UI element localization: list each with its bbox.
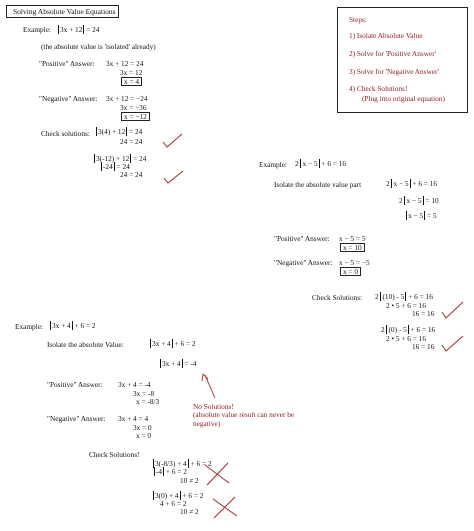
ex1-neg-answer: x = −12 xyxy=(121,112,150,121)
ex3-no-solution-3: negative) xyxy=(193,419,221,428)
ex2-iso1-coef: 2 xyxy=(386,179,390,188)
ex2-pos-line-1: x − 5 = 5 xyxy=(339,234,366,243)
ex3-check2-line3: 10 ≠ 2 xyxy=(180,507,199,516)
ex2-eq-rest: + 6 = 16 xyxy=(321,159,347,168)
ex2-iso3-rest: = 5 xyxy=(426,211,437,220)
ex2-check2-line3: 16 = 16 xyxy=(412,342,435,351)
step-4: 4) Check Solutions! xyxy=(349,84,408,93)
ex1-label: Example: xyxy=(23,25,51,34)
ex3-neg-line-2: 3x = 0 xyxy=(133,423,152,432)
ex1-note: (the absolute value is 'isolated' already) xyxy=(41,42,156,51)
ex3-neg-line-1: 3x + 4 = 4 xyxy=(118,414,149,423)
ex3-iso2-rest: = -4 xyxy=(184,359,197,368)
ex3-c1-l2-abs: -4 xyxy=(156,467,163,476)
ex3-check2-cross xyxy=(213,497,237,518)
step-1: 1) Isolate Absolute Value xyxy=(349,31,423,40)
ex3-check1-line3: 10 ≠ 2 xyxy=(180,476,199,485)
ex2-check1-line2: 2 • 5 + 6 = 16 xyxy=(386,301,426,310)
ex1-check2-abs: 3(-12) + 12 xyxy=(96,154,130,163)
ex3-iso1-abs: 3x + 4 xyxy=(152,339,171,348)
ex2-c2-coef: 2 xyxy=(381,325,385,334)
ex3-c1-rest: + 6 = 2 xyxy=(190,459,212,468)
ex3-c2-abs: 3(0) + 4 xyxy=(155,491,179,500)
ex3-check1-cross xyxy=(205,463,229,485)
ex3-eq-rest: + 6 = 2 xyxy=(74,321,96,330)
ex1-check2-line3: 24 = 24 xyxy=(120,170,143,179)
ex3-label: Example: xyxy=(15,322,43,331)
ex1-pos-line-2: 3x = 12 xyxy=(120,68,143,77)
ex2-neg-label: "Negative" Answer: xyxy=(274,258,333,267)
ex3-iso1-rest: + 6 = 2 xyxy=(174,339,196,348)
step-4-note: (Plug into original equation) xyxy=(362,94,445,103)
ex1-check2-checkmark xyxy=(164,171,183,183)
ex3-c1-abs: 3(-8/3) + 4 xyxy=(155,459,187,468)
ex2-iso1-rest: + 6 = 16 xyxy=(412,179,438,188)
ex1-check-label: Check solutions: xyxy=(41,129,90,138)
ex2-iso1-abs: x − 5 xyxy=(393,179,409,188)
step-2: 2) Solve for 'Positive Answer' xyxy=(349,49,436,58)
ex1-neg-label: "Negative" Answer: xyxy=(39,94,98,103)
ex2-pos-label: "Positive" Answer: xyxy=(274,234,330,243)
ex2-eq-abs: x − 5 xyxy=(302,159,318,168)
ex1-eq-rhs: = 24 xyxy=(86,25,100,34)
ex3-check2-line2: 4 + 6 = 2 xyxy=(160,499,187,508)
ex2-neg-line-1: x − 5 = −5 xyxy=(339,258,370,267)
ex1-check2-l2-abs: -24 xyxy=(103,162,113,171)
ex2-iso2-abs: x − 5 xyxy=(406,196,422,205)
ex1-check2-rhs: = 24 xyxy=(133,154,147,163)
ex2-neg-answer: x = 0 xyxy=(340,267,361,276)
ex3-no-solution-2: (absolute value result can never be xyxy=(193,410,295,419)
ex2-c1-coef: 2 xyxy=(375,292,379,301)
ex2-pos-answer: x = 10 xyxy=(340,243,365,252)
ex2-c1-rest: + 6 = 16 xyxy=(408,292,433,301)
ex1-neg-line-1: 3x + 12 = −24 xyxy=(106,94,148,103)
ex2-c1-abs: (10) - 5 xyxy=(382,292,405,301)
ex3-iso2-abs: 3x + 4 xyxy=(162,359,181,368)
ex2-iso3-abs: x − 5 xyxy=(408,211,424,220)
ex2-check-label: Check Solutions: xyxy=(312,293,363,302)
ex3-pos-line-1: 3x + 4 = -4 xyxy=(118,380,151,389)
ex1-pos-answer: x = 4 xyxy=(121,77,142,86)
ex3-pos-line-3: x = -8/3 xyxy=(136,397,160,406)
ex3-pos-line-2: 3x = -8 xyxy=(133,389,155,398)
ex2-check1-line3: 16 = 16 xyxy=(412,309,435,318)
ex1-check1-checkmark xyxy=(163,134,182,147)
ex2-iso2-coef: 2 xyxy=(399,196,403,205)
page-title: Solving Absolute Value Equations xyxy=(6,5,119,18)
ex2-c2-abs: (0) - 5 xyxy=(388,325,407,334)
ex3-neg-line-3: x = 0 xyxy=(136,431,152,440)
ex2-iso2-rest: = 10 xyxy=(425,196,439,205)
ex3-neg-label: "Negative" Answer: xyxy=(47,414,106,423)
ex3-c2-rest: + 6 = 2 xyxy=(182,491,204,500)
ex2-label: Example: xyxy=(259,160,287,169)
ex3-pos-label: "Positive" Answer: xyxy=(47,380,103,389)
ex1-check2-l2-rhs: = 24 xyxy=(116,162,130,171)
ex1-check1-line2: 24 = 24 xyxy=(120,137,143,146)
ex1-neg-line-2: 3x = −36 xyxy=(120,103,147,112)
ex3-check-label: Check Solutions! xyxy=(89,450,140,459)
ex2-check1-checkmark xyxy=(442,302,463,318)
step-3: 3) Solve for 'Negative Answer' xyxy=(349,67,439,76)
ex3-eq-abs: 3x + 4 xyxy=(52,321,71,330)
ex2-eq-coef: 2 xyxy=(295,159,299,168)
ex2-isolate-label: Isolate the absolute value part xyxy=(274,180,362,189)
ex1-pos-label: "Positive" Answer: xyxy=(39,59,95,68)
ex3-c1-l2-rest: + 6 = 2 xyxy=(165,467,187,476)
ex1-check1-rhs: = 24 xyxy=(129,127,143,136)
ex1-check1-abs: 3(4) + 12 xyxy=(98,127,126,136)
ex2-check2-line2: 2 • 5 + 6 = 16 xyxy=(386,334,426,343)
ex3-isolate-label: Isolate the absolute Value: xyxy=(47,340,124,349)
ex2-check2-checkmark xyxy=(442,336,463,351)
ex2-c2-rest: + 6 = 16 xyxy=(410,325,436,334)
steps-heading: Steps: xyxy=(349,15,367,24)
ex3-no-solution-1: No Solutions! xyxy=(193,402,234,411)
ex3-no-solution-arrow xyxy=(202,374,215,398)
ex1-eq-abs: 3x + 12 xyxy=(60,25,83,34)
ex1-pos-line-1: 3x + 12 = 24 xyxy=(106,59,144,68)
